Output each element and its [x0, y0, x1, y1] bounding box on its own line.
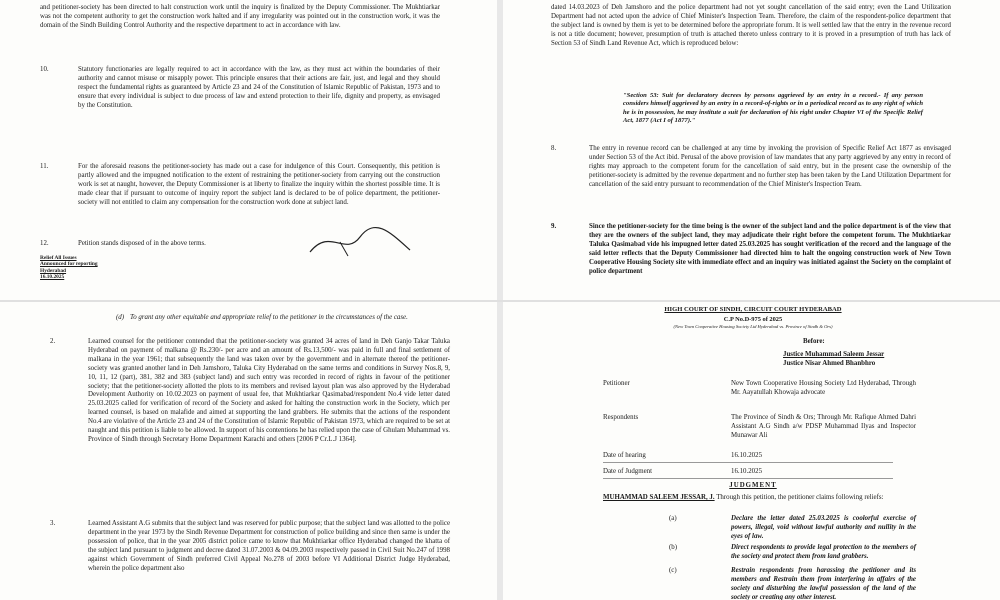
judgment-heading: JUDGMENT	[729, 482, 777, 489]
page-divider-horizontal	[0, 300, 1000, 302]
relief-label: (d)	[116, 314, 125, 321]
relief-d: (d) To grant any other equitable and appropriate relief to the petitioner in the circumstances of the case.	[116, 314, 408, 321]
before-label: Before:	[803, 338, 825, 345]
paragraph-number: 12.	[40, 240, 49, 247]
paragraph-2: 2. Learned counsel for the petitioner contended that the petitioner-society was granted 34 acres of land in Deh Ganjo Takar Taluka Hyderabad on payment of malkana @ Rs.230/- per acre and an amount of Rs.13,500/- was paid in full and final settlement of malkana in the year 1961; that subsequently the land was taken over by the government and in alternate thereof the petitioner-society was granted another land in Deh Jamshoro, Taluka City Hyderabad on the same terms and conditions in Survey Nos.8, 9, 10, 11, 12 (part), 381, 382 and 383 (subject land) and such entry was recorded in record of rights in favour of the petitioner society; that the petitioner-society allotted the plots to its members and revised layout plan was also approved by the Hyderabad Development Authority on 10.02.2023 on payment of usual fee, that Mukhtiarkar Qasimabad/respondent No.4 vide letter dated 25.03.2025 called for verification of record of the Society and asked for halting the construction work in the Society, which per learned counsel, is based on malafide and aimed at supporting the land grabbers. He submits that the actions of the respondent No.4 are violative of the Article 23 and 24 of the Constitution of Islamic Republic of Pakistan 1973, which are required to be set at naught and this petition is liable to be allowed. In support of his contentions he has relied upon the case of Ghulam Muhammad vs. Province of Sindh through Secretary Home Department Karachi and others [2006 P Cr.L.J 1364].	[50, 338, 450, 443]
petitioner-label: Petitioner	[603, 380, 630, 387]
quoted-section-53: "Section 53: Suit for declaratory decrees by persons aggrieved by an entry in a record.- If any person considers himself aggrieved by an entry in a record-of-rights or in a periodical record as to any right of which he is in possession, he may institute a suit for declaration of his right under Chapter VI of the Specific Relief Act, 1877 (Act I of 1877)."	[623, 92, 923, 125]
page-top-left	[0, 0, 497, 300]
court-title: HIGH COURT OF SINDH, CIRCUIT COURT HYDERABAD	[664, 306, 842, 313]
paragraph-number: 10.	[40, 66, 49, 73]
separator-line	[603, 462, 893, 463]
paragraph-11: 11. For the aforesaid reasons the petitioner-society has made out a case for indulgence of this Court. Consequently, this petition is partly allowed and the impugned notification to the extent of restraining the petitioner-society from carrying out the construction work is set at naught, however, the Deputy Commissioner is at liberty to finalize the inquiry within the shortest possible time. It is made clear that if pursuant to outcome of inquiry report the subject land is declared to be of police department, the petitioner-society will not entitled to claim any compensation for the construction work done at subject land.	[40, 163, 440, 206]
case-subtitle: (New Town Cooperative Housing Society Ltd Hyderabad vs. Province of Sindh & Ors)	[673, 324, 833, 329]
respondents-value: The Province of Sindh & Ors; Through Mr. Rafique Ahmed Dahri Assistant A.G Sindh a/w PDSP Muhammad Ilyas and Inspector Munawar Ali	[731, 414, 916, 439]
paragraph-number: 8.	[551, 145, 557, 152]
signature-mark	[300, 222, 420, 262]
page-bottom-left	[0, 302, 497, 600]
paragraph-number: 11.	[40, 163, 49, 170]
judge-1: Justice Muhammad Saleem Jessar	[783, 351, 885, 358]
judgment-date: 16.10.2025	[731, 468, 763, 475]
separator-line	[603, 478, 893, 479]
paragraph-number: 3.	[50, 520, 56, 527]
relief-label: (b)	[669, 544, 678, 551]
hearing-label: Date of hearing	[603, 452, 646, 459]
paragraph-number: 2.	[50, 338, 56, 345]
paragraph-10: 10. Statutory functionaries are legally required to act in accordance with the law, as they must act within the boundaries of their authority and cannot misuse or misapply power. This principle ensures that their actions are fair, just, and legal and they should respect the fundamental rights as guaranteed by Article 23 and 24 of the Constitution of Islamic Republic of Pakistan, 1973 and to ensure that every individual is subject to due process of law and extend protection to their life, dignity and property, as envisaged by the Constitution.	[40, 66, 440, 109]
relief-b: Direct respondents to provide legal protection to the members of the society and protect them from land grabbers.	[731, 544, 916, 560]
relief-c: Restrain respondents from harassing the petitioner and its members and Restrain them from interfering in affairs of the society and disturbing the lawful possession of the land of the society or creating any other interest.	[731, 567, 916, 600]
reporting-note: Relief All Issues Announced for reporting Hyderabad 16.10.2025	[40, 255, 98, 281]
paragraph-number: 9.	[551, 223, 557, 230]
paragraph-3: 3. Learned Assistant A.G submits that the subject land was reserved for public purpose; that the subject land was allotted to the police department in the year 1973 by the Sindh Revenue Department for construction of police building and since then same is under the possession of police, that in the year 2005 district police came to know that Mukhtiarkar office Hyderabad changed the khatta of the subject land pursuant to judgment and decree dated 31.07.2003 & 04.09.2003 respectively passed in Civil Suit No.247 of 1998 against which Government of Sindh preferred Civil Appeal No.278 of 2003 before VI Additional District Judge Hyderabad, wherein the police department also	[50, 520, 450, 572]
relief-label: (c)	[669, 567, 677, 574]
paragraph-intro: and petitioner-society has been directed to halt construction work until the inquiry is finalized by the Deputy Commissioner. The Mukhtiarkar was not the competent authority to get the construction work halted and if any irregularity was pointed out in the construction work, it was the domain of the Sindh Building Control Authority and the respective department to act in accordance with law.	[40, 4, 440, 29]
judge-2: Justice Nisar Ahmed Bhanbhro	[783, 360, 876, 367]
hearing-date: 16.10.2025	[731, 452, 763, 459]
paragraph-intro: dated 14.03.2023 of Deh Jamshoro and the police department had not yet sought cancellation of the said entry; even the Land Utilization Department had not acted upon the advice of Chief Minister's Inspection Team. Therefore, the claim of the respondent-police department that the subject land is owned by them is yet to be determined before the appropriate forum. It is well settled law that the entry in the revenue record is not a title document; however, presumption of truth is attached thereto unless contrary to it is proved in a presumption of truth has lack of Section 53 of Sindh Land Revenue Act, which is reproduced below:	[551, 4, 951, 47]
respondents-label: Respondents	[603, 414, 639, 421]
relief-label: (a)	[669, 515, 677, 522]
judgment-label: Date of Judgment	[603, 468, 652, 475]
page-bottom-right	[503, 302, 1000, 600]
judgment-intro: MUHAMMAD SALEEM JESSAR, J. Through this petition, the petitioner claims following reliefs:	[603, 494, 884, 501]
paragraph-12: 12. Petition stands disposed of in the above terms.	[40, 240, 206, 247]
paragraph-9: 9. Since the petitioner-society for the time being is the owner of the subject land and the police department is of the view that they are the owners of the subject land, they may adjudicate their right before the competent forum. The Mukhtiarkar Taluka Qasimabad vide his impugned letter dated 25.03.2025 has sought verification of the record and the language of the said letter reflects that the Deputy Commissioner had directed him to halt the ongoing construction work of New Town Cooperative Housing Society site with immediate effect and an inquiry was initiated against the Society on the complaint of police department	[551, 223, 951, 275]
petitioner-value: New Town Cooperative Housing Society Ltd Hyderabad, Through Mr. Aayatullah Khowaja advocate	[731, 380, 916, 396]
case-number: C.P No.D-975 of 2025	[723, 316, 783, 323]
paragraph-8: 8. The entry in revenue record can be challenged at any time by invoking the provision of Specific Relief Act 1877 as envisaged under Section 53 of the Act ibid. Perusal of the above provision of law mandates that any party aggrieved by any entry in record of rights may approach to the competent forum for the cancellation of said entry, but in the present case the ownership of the petitioner-society is admitted by the revenue department and no further step has been taken by the Land Utilization Department for cancellation of the said entry pursuant to recommendation of the Chief Minister's Inspection Team.	[551, 145, 951, 188]
page-top-right	[503, 0, 1000, 300]
relief-a: Declare the letter dated 25.03.2025 is coolorful exercise of powers, illegal, void without lawful authority and nullity in the eyes of law.	[731, 515, 916, 540]
